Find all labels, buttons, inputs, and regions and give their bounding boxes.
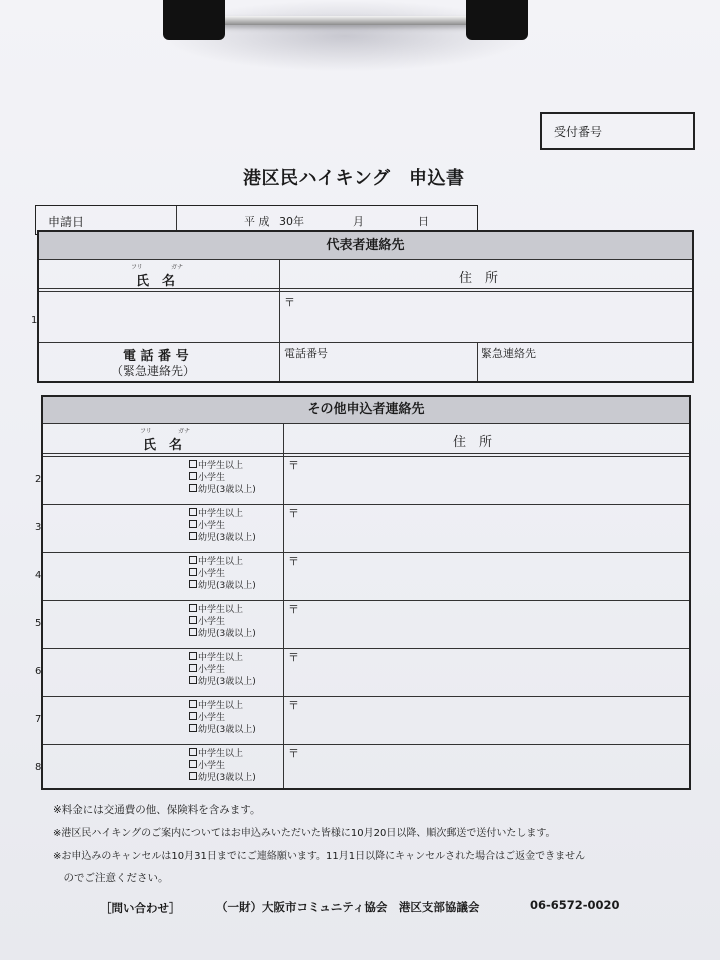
representative-address-field[interactable] <box>280 292 692 342</box>
emergency-field-label: 緊急連絡先 <box>481 347 536 360</box>
row-number: 8 <box>35 762 42 773</box>
phone-field-label: 電話番号 <box>284 347 328 360</box>
other-applicants-header: その他申込者連絡先 <box>43 397 689 424</box>
applicant-row <box>35 457 689 504</box>
date-month[interactable]: 月 <box>353 215 364 228</box>
applicant-name-field[interactable] <box>43 601 183 648</box>
phone-sub-label: （緊急連絡先） <box>111 364 196 378</box>
note-fee: ※料金には交通費の他、保険料を含みます。 <box>53 804 261 816</box>
applicant-address-field[interactable] <box>284 553 689 600</box>
date-era: 平 成 <box>244 215 270 228</box>
option-infant[interactable]: 幼児(3歳以上) <box>189 772 256 783</box>
applicant-address-field[interactable] <box>284 745 689 788</box>
option-elementary[interactable]: 小学生 <box>189 616 225 627</box>
applicant-row <box>35 745 689 788</box>
note-guide-mailing: ※港区民ハイキングのご案内についてはお申込みいただいた皆様に10月20日以降、順次郵送で送付いたします。 <box>53 828 556 839</box>
applicant-name-field[interactable] <box>43 649 183 696</box>
applicant-name-field[interactable] <box>43 457 183 504</box>
option-junior-high-and-above[interactable]: 中学生以上 <box>189 508 243 519</box>
row-number: 7 <box>35 714 42 725</box>
option-elementary[interactable]: 小学生 <box>189 568 225 579</box>
applicant-address-field[interactable] <box>284 697 689 744</box>
others-furigana-right: ガナ <box>178 428 191 435</box>
applicant-row <box>35 649 689 696</box>
clipboard-wire <box>190 16 500 25</box>
applicant-row <box>35 601 689 648</box>
row-number: 4 <box>35 570 42 581</box>
option-infant[interactable]: 幼児(3歳以上) <box>189 532 256 543</box>
row-number: 3 <box>35 522 42 533</box>
option-elementary[interactable]: 小学生 <box>189 664 225 675</box>
representative-name-field[interactable] <box>39 292 279 342</box>
option-infant[interactable]: 幼児(3歳以上) <box>189 484 256 495</box>
address-label: 住 所 <box>459 271 499 286</box>
row-number: 6 <box>35 666 42 677</box>
form-title: 港区民ハイキング 申込書 <box>243 168 465 189</box>
phone-label: 電 話 番 号 <box>123 349 189 364</box>
furigana-right: ガナ <box>171 264 184 271</box>
representative-section <box>31 230 694 383</box>
postal-mark: 〒 <box>288 699 299 712</box>
applicant-name-field[interactable] <box>43 745 183 788</box>
option-junior-high-and-above[interactable]: 中学生以上 <box>189 460 243 471</box>
option-infant[interactable]: 幼児(3歳以上) <box>189 580 256 591</box>
applicant-row <box>35 553 689 600</box>
option-elementary[interactable]: 小学生 <box>189 760 225 771</box>
applicant-address-field[interactable] <box>284 649 689 696</box>
contact-phone: 06-6572-0020 <box>530 898 620 912</box>
option-elementary[interactable]: 小学生 <box>189 712 225 723</box>
option-junior-high-and-above[interactable]: 中学生以上 <box>189 604 243 615</box>
clipboard-clip-left <box>163 0 225 40</box>
applicant-address-field[interactable] <box>284 601 689 648</box>
applicant-address-field[interactable] <box>284 457 689 504</box>
row-number: 5 <box>35 618 42 629</box>
applicant-address-field[interactable] <box>284 505 689 552</box>
name-label: 氏 名 <box>136 274 176 289</box>
applicant-name-field[interactable] <box>43 553 183 600</box>
applicant-name-field[interactable] <box>43 505 183 552</box>
row-number-1: 1 <box>31 315 38 326</box>
postal-mark: 〒 <box>288 555 299 568</box>
other-applicants-section <box>35 395 691 790</box>
others-name-label: 氏 名 <box>143 438 183 453</box>
reception-number-box[interactable] <box>540 112 695 150</box>
option-elementary[interactable]: 小学生 <box>189 472 225 483</box>
option-junior-high-and-above[interactable]: 中学生以上 <box>189 652 243 663</box>
others-address-label: 住 所 <box>453 435 493 450</box>
furigana-left: フリ <box>131 264 143 271</box>
clipboard-clip-right <box>466 0 528 40</box>
option-infant[interactable]: 幼児(3歳以上) <box>189 724 256 735</box>
others-furigana-left: フリ <box>140 428 152 435</box>
note-cancellation: ※お申込みのキャンセルは10月31日までにご連絡願います。11月1日以降にキャンセルされた場合はご返金できません <box>53 851 586 862</box>
date-day[interactable]: 日 <box>418 215 429 228</box>
contact-organization: （一財）大阪市コミュニティ協会 港区支部協議会 <box>216 900 480 914</box>
postal-mark: 〒 <box>288 507 299 520</box>
postal-mark: 〒 <box>288 603 299 616</box>
note-cancellation-cont: のでご注意ください。 <box>53 872 169 884</box>
option-junior-high-and-above[interactable]: 中学生以上 <box>189 556 243 567</box>
option-elementary[interactable]: 小学生 <box>189 520 225 531</box>
representative-header: 代表者連絡先 <box>39 232 692 260</box>
option-junior-high-and-above[interactable]: 中学生以上 <box>189 748 243 759</box>
reception-number-label: 受付番号 <box>554 125 603 139</box>
option-infant[interactable]: 幼児(3歳以上) <box>189 676 256 687</box>
applicant-name-field[interactable] <box>43 697 183 744</box>
application-date-label: 申請日 <box>48 215 85 229</box>
contact-label: ［問い合わせ］ <box>100 901 181 915</box>
postal-mark: 〒 <box>284 296 295 309</box>
applicant-row <box>35 505 689 552</box>
date-year[interactable]: 30年 <box>279 215 304 228</box>
option-junior-high-and-above[interactable]: 中学生以上 <box>189 700 243 711</box>
postal-mark: 〒 <box>288 459 299 472</box>
postal-mark: 〒 <box>288 651 299 664</box>
postal-mark: 〒 <box>288 747 299 760</box>
option-infant[interactable]: 幼児(3歳以上) <box>189 628 256 639</box>
emergency-contact-field[interactable] <box>478 343 692 381</box>
row-number: 2 <box>35 474 42 485</box>
phone-number-field[interactable] <box>280 343 476 381</box>
applicant-row <box>35 697 689 744</box>
